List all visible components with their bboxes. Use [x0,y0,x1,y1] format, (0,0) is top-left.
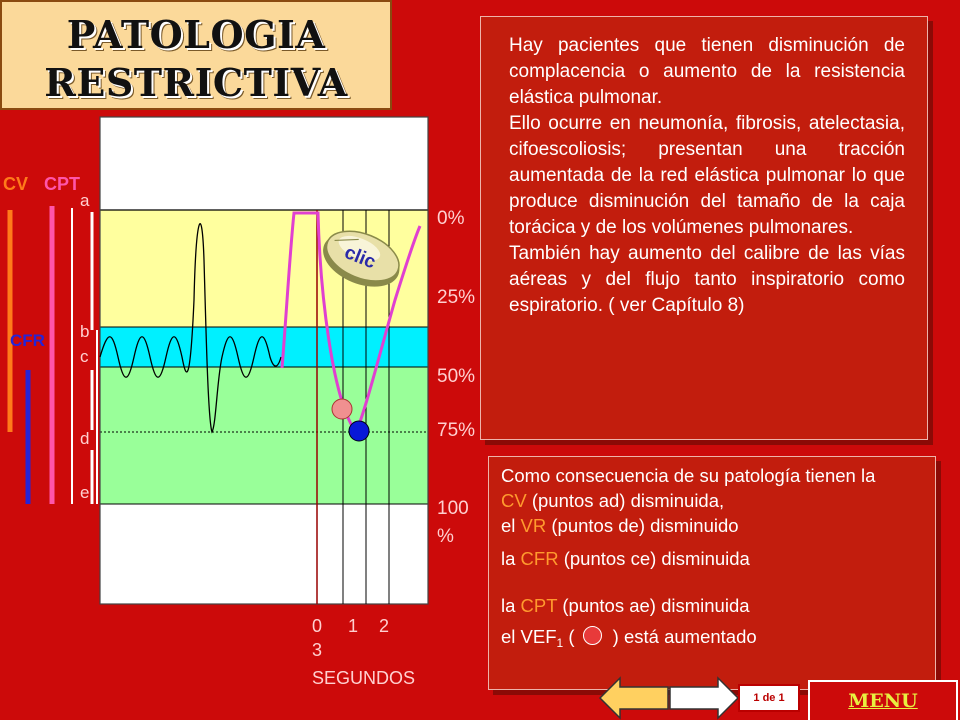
vr-term: VR [520,515,547,536]
consequence-cv [501,488,923,513]
cfr-tail: (puntos ce) disminuida [558,548,750,569]
cv-term: CV [501,490,527,511]
time-tick-2: 2 [379,616,390,636]
explanation-box [480,16,928,440]
explanation-paragraph-2: Ello ocurre en neumonía, fibrosis, atelectasia, cifoescoliosis; presentan una tracción aumentada de la red elástica pulmonar lo que produce disminución del tamaño de la caja torácica y de los volúmenes pulmonares. [509,113,905,238]
clic-label: clic [341,242,379,274]
consequence-intro-text: Como consecuencia de su patología tienen la [501,465,876,486]
pink-point [332,399,352,419]
mouse-icon [316,222,408,294]
point-label-c: c [80,347,89,366]
legend-cfr-label: CFR [10,331,45,350]
explanation-paragraph-3: También hay aumento del calibre de las vías aéreas y del flujo tanto inspiratorio como espiratorio. ( ver Capítulo 8) [509,243,905,316]
consequence-cfr [501,546,923,571]
clic-mouse-button[interactable] [316,222,408,299]
time-axis-label: SEGUNDOS [312,668,416,688]
consequences-box [488,456,936,690]
percent-label-25: 25% [437,287,476,308]
point-label-b: b [80,322,90,341]
time-tick-3: 3 [312,640,323,660]
title-line-2: RESTRICTIVA [44,60,348,105]
cpt-prefix: la [501,595,521,616]
vef-subscript: 1 [556,636,564,650]
consequence-vef [501,624,923,652]
prev-arrow-icon[interactable] [598,676,670,720]
menu-label: MENU [848,690,918,712]
percent-label-100-suffix: % [437,526,454,547]
blue-point [349,421,369,441]
consequence-intro [501,463,923,488]
vef-point-icon [583,626,602,645]
vr-prefix: el [501,515,521,536]
page-indicator: 1 de 1 [738,684,800,712]
point-label-d: d [80,429,90,448]
percent-label-75: 75% [437,420,476,441]
vef-open: ( [563,626,575,647]
consequence-cpt [501,593,923,618]
time-tick-1: 1 [348,616,359,636]
band-green [100,367,428,504]
explanation-paragraph-1: Hay pacientes que tienen disminución de complacencia o aumento de la resistencia elástica pulmonar. [509,35,905,108]
time-tick-0: 0 [312,616,323,636]
consequence-vr [501,513,923,538]
cpt-term: CPT [520,595,558,616]
legend-cv-label: CV [3,174,29,194]
percent-label-0: 0% [437,208,465,229]
cpt-tail: (puntos ae) disminuida [557,595,750,616]
vef-prefix: el [501,626,521,647]
next-arrow-icon[interactable] [668,676,740,720]
legend-cpt-label: CPT [44,174,80,194]
cfr-term: CFR [520,548,559,569]
point-label-a: a [80,191,90,210]
point-label-e: e [80,483,90,502]
vef-close: ) está aumentado [607,626,757,647]
cfr-prefix: la [501,548,521,569]
title-line-1: PATOLOGIA [66,12,326,57]
percent-label-100: 100 [437,498,469,519]
menu-button[interactable] [808,680,958,720]
vef-term: VEF [520,626,557,647]
percent-label-50: 50% [437,366,476,387]
vr-tail: (puntos de) disminuido [546,515,739,536]
cv-tail: (puntos ad) disminuida, [526,490,725,511]
